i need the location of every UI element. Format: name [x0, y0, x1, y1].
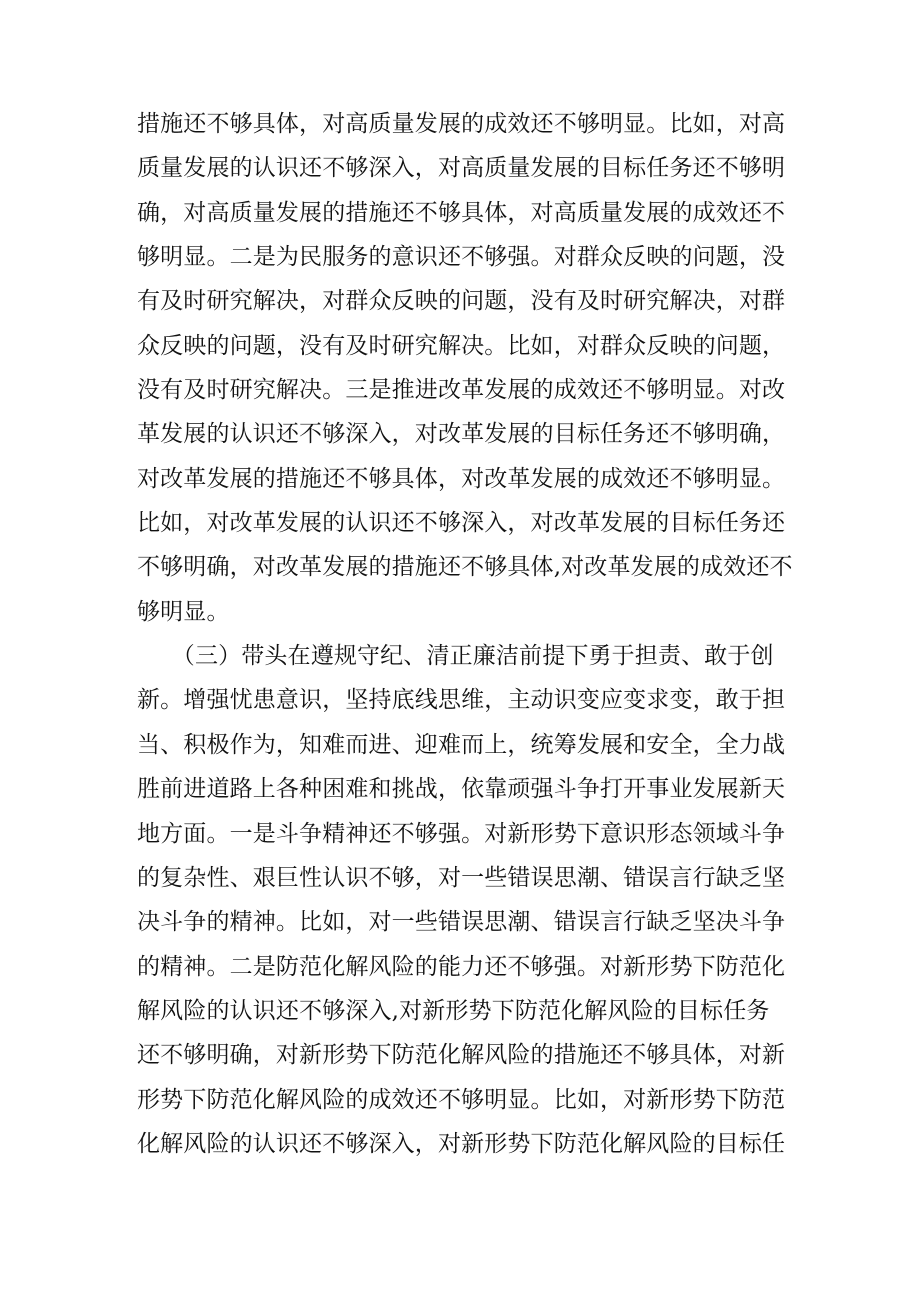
text-line: 有及时研究解决，对群众反映的问题，没有及时研究解决，对群 — [137, 288, 786, 315]
text-line: 当、积极作为，知难而进、迎难而上，统筹发展和安全，全力战 — [137, 731, 786, 758]
paragraph-section-three — [137, 634, 797, 1166]
text-line: 胜前进道路上各种困难和挑战，依靠顽强斗争打开事业发展新天 — [137, 776, 786, 803]
text-line: 众反映的问题，没有及时研究解决。比如，对群众反映的问题， — [137, 332, 786, 359]
paragraph-continued — [137, 102, 797, 634]
text-line: 确，对高质量发展的措施还不够具体，对高质量发展的成效还不 — [137, 199, 786, 226]
text-line: 没有及时研究解决。三是推进改革发展的成效还不够明显。对改 — [137, 377, 786, 404]
text-line: 质量发展的认识还不够深入，对高质量发展的目标任务还不够明 — [137, 155, 786, 182]
text-line: 地方面。一是斗争精神还不够强。对新形势下意识形态领域斗争 — [137, 820, 786, 847]
document-body — [137, 102, 797, 1166]
text-line: 决斗争的精神。比如，对一些错误思潮、错误言行缺乏坚决斗争 — [137, 909, 786, 936]
text-line: 对改革发展的措施还不够具体，对改革发展的成效还不够明显。 — [137, 465, 786, 492]
text-line: 革发展的认识还不够深入，对改革发展的目标任务还不够明确， — [137, 421, 786, 448]
text-line: 新。增强忧患意识，坚持底线思维，主动识变应变求变，敢于担 — [137, 687, 786, 714]
text-line: 化解风险的认识还不够深入，对新形势下防范化解风险的目标任 — [137, 1130, 786, 1157]
text-line: 解风险的认识还不够深入,对新形势下防范化解风险的目标任务 — [137, 997, 770, 1024]
text-line: 的复杂性、艰巨性认识不够，对一些错误思潮、错误言行缺乏坚 — [137, 864, 786, 891]
text-line: 措施还不够具体，对高质量发展的成效还不够明显。比如，对高 — [137, 111, 786, 137]
text-line: 形势下防范化解风险的成效还不够明显。比如，对新形势下防范 — [137, 1086, 786, 1113]
text-line: 不够明确，对改革发展的措施还不够具体,对改革发展的成效还不 — [137, 554, 793, 581]
text-line: 比如，对改革发展的认识还不够深入，对改革发展的目标任务还 — [137, 510, 786, 537]
text-line: 够明显。二是为民服务的意识还不够强。对群众反映的问题，没 — [137, 244, 786, 271]
text-line: 够明显。 — [137, 598, 230, 625]
text-line: 还不够明确，对新形势下防范化解风险的措施还不够具体，对新 — [137, 1042, 786, 1069]
text-line: 的精神。二是防范化解风险的能力还不够强。对新形势下防范化 — [137, 953, 786, 980]
text-line: （三）带头在遵规守纪、清正廉洁前提下勇于担责、敢于创 — [137, 643, 774, 670]
